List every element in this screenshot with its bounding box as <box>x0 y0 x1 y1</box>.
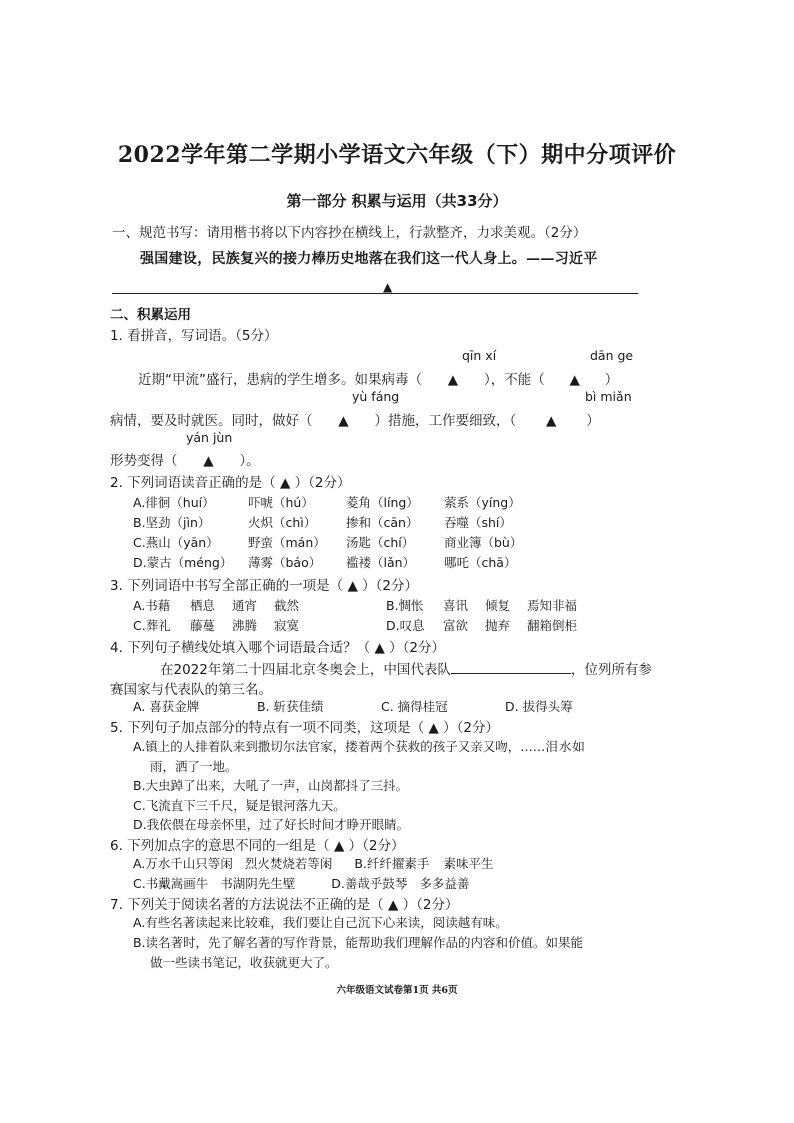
q5-option-d: D.我依偎在母亲怀里，过了好长时间才睁开眼睛。 <box>133 817 410 832</box>
q2-option-c: C.燕山（yān） 野蛮（mán） 汤匙（chí） 商业簿（bù） <box>133 535 523 550</box>
q2-option-a: A.徘徊（huí） 吓唬（hú） 菱角（líng） 萦系（yíng） <box>133 495 521 510</box>
q4-sentence: 在2022年第二十四届北京冬奥会上，中国代表队 ，位列所有参 <box>160 662 652 678</box>
q6-label: 6. 下列加点字的意思不同的一组是（ ▲ ）（2分） <box>110 838 405 854</box>
pinyin-qinxi: qīn xí <box>462 348 497 363</box>
section-two-heading: 二、积累运用 <box>110 307 191 323</box>
q3-option-a: A.书藉 栖息 通宵 截然 <box>133 598 300 613</box>
q7-option-b: B.读名著时，先了解名著的写作背景，能帮助我们理解作品的内容和价值。如果能 <box>133 935 584 950</box>
q2-option-b: B.坚劲（jìn） 火炽（chì） 掺和（cān） 吞噬（shí） <box>133 515 512 530</box>
q3-option-c: C.葬礼 藤蔓 沸腾 寂寞 <box>133 618 300 633</box>
q4-sentence-cont: 赛国家与代表队的第三名。 <box>110 682 272 698</box>
page-footer: 六年级语文试卷第1页 共6页 <box>336 985 458 996</box>
exam-title: 2022学年第二学期小学语文六年级（下）期中分项评价 <box>117 142 677 168</box>
q2-option-d: D.蒙古（méng） 薄雾（báo） 褴褛（lǎn） 哪吒（chā） <box>133 555 517 570</box>
q6-row-ab: A.万水千山只等闲 • 烈火焚烧若等闲 • B.纤纤擢素 •手 素 •味平生 <box>133 854 493 872</box>
q4-label: 4. 下列句子横线处填入哪个词语最合适？（ ▲ ）（2分） <box>110 640 445 656</box>
q5-option-b: B.大虫踔了出来，大吼了一声，山岗都抖了三抖。 <box>133 778 409 793</box>
section-one-heading: 一、规范书写：请用楷书将以下内容抄在横线上，行款整齐，力求美观。（2分） <box>112 225 587 241</box>
q3-label: 3. 下列词语中书写全部正确的一项是（ ▲ ）（2分） <box>110 578 418 594</box>
fill-blank-line <box>451 661 571 674</box>
q7-label: 7. 下列关于阅读名著的方法说法不正确的是（ ▲ ）（2分） <box>110 897 459 913</box>
q3-option-b: B.惆怅 喜讯 倾复 焉知非福 <box>386 598 578 613</box>
pinyin-bimian: bì miǎn <box>585 389 632 404</box>
pinyin-dange: dān ge <box>590 348 634 363</box>
q3-option-d: D.叹息 富欲 抛弃 翻箱倒柜 <box>386 618 578 633</box>
q5-option-a: A.镇上的人排着队来到撒切尔法官家，搂着两个获救的孩子又亲又吻，……泪水如 <box>133 739 586 754</box>
pinyin-yanjun: yán jùn <box>186 430 233 445</box>
q5-option-a-cont: 雨，洒了一地。 <box>150 759 238 774</box>
calligraphy-quote: 强国建设，民族复兴的接力棒历史地落在我们这一代人身上。——习近平 <box>140 251 598 267</box>
q1-line1: 近期“甲流”盛行，患病的学生增多。如果病毒（ ▲ ），不能（ ▲ ） <box>138 372 619 388</box>
part-one-heading: 第一部分 积累与运用（共33分） <box>286 192 508 210</box>
answer-blank-marker: ▲ <box>383 280 393 294</box>
q1-line3: 形势变得（ ▲ ）。 <box>110 453 260 469</box>
q6-row-cd: C.书戴 •嵩画牛 书湖阴先生壁 • D.善 •哉乎鼓琴 多多益善 • <box>133 874 469 892</box>
dotted-phrase: 泪水如 <box>545 739 586 754</box>
q5-option-c: C.飞流直下三千尺，疑是银河落九天。 <box>133 798 346 813</box>
q7-option-b-cont: 做一些读书笔记，收获就更大了。 <box>150 955 338 970</box>
q4-options: A. 喜获金牌 B. 斩获佳绩 C. 摘得桂冠 D. 拔得头筹 <box>133 699 573 714</box>
writing-line <box>112 293 638 294</box>
q7-option-a: A.有些名著读起来比较难，我们要让自己沉下心来读，阅读越有味。 <box>133 915 508 930</box>
q2-label: 2. 下列词语读音正确的是（ ▲ ）（2分） <box>110 475 351 491</box>
q1-line2: 病情，要及时就医。同时，做好（ ▲ ）措施，工作要细致，（ ▲ ） <box>110 413 600 429</box>
pinyin-yufang: yù fáng <box>352 389 400 404</box>
q1-label: 1. 看拼音，写词语。（5分） <box>110 328 278 344</box>
q5-label: 5. 下列句子加点部分的特点有一项不同类，这项是（ ▲ ）（2分） <box>110 720 499 736</box>
